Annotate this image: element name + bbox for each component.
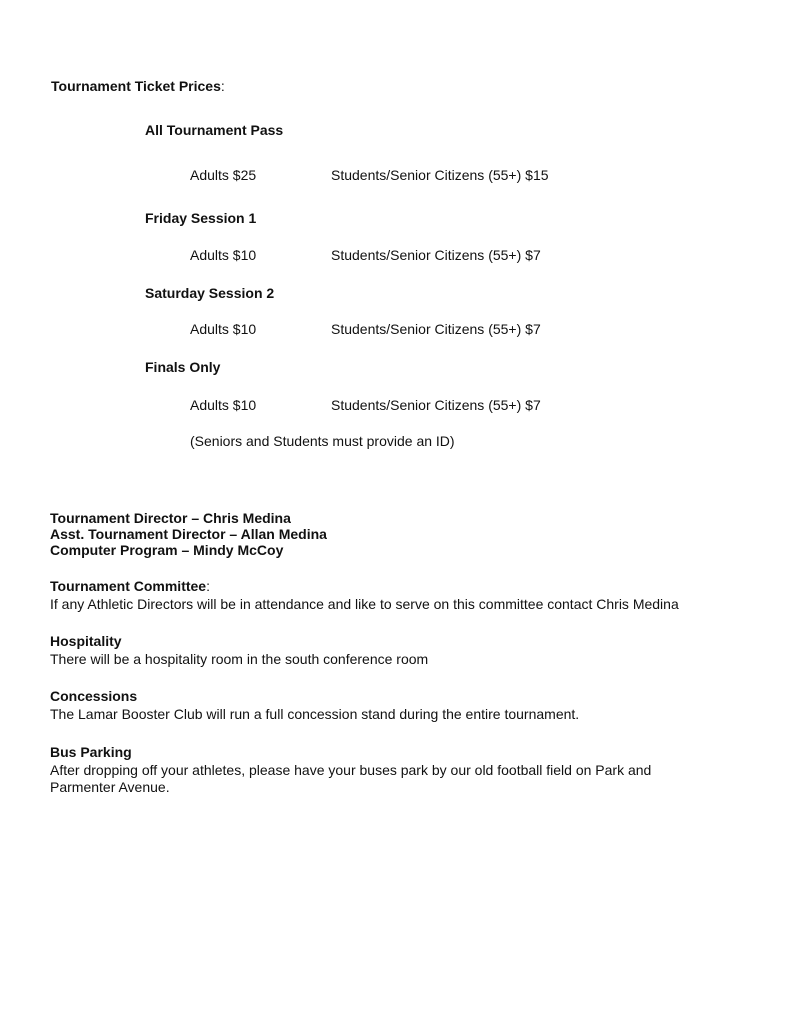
student-price: Students/Senior Citizens (55+) $7 (331, 247, 541, 263)
student-price: Students/Senior Citizens (55+) $15 (331, 167, 549, 183)
committee-colon: : (206, 578, 210, 594)
bus-parking-body-line1: After dropping off your athletes, please have your buses park by our old football field on Park and (50, 762, 652, 778)
bus-parking-heading: Bus Parking (50, 744, 132, 760)
committee-heading (50, 578, 210, 594)
session-name: Friday Session 1 (145, 210, 257, 226)
hospitality-body: There will be a hospitality room in the south conference room (50, 651, 429, 667)
committee-title: Tournament Committee (50, 578, 207, 594)
concessions-heading: Concessions (50, 688, 138, 704)
ticket-prices-heading (51, 78, 225, 94)
staff-director: Tournament Director – Chris Medina (50, 510, 291, 526)
student-price: Students/Senior Citizens (55+) $7 (331, 397, 541, 413)
session-name: All Tournament Pass (145, 122, 284, 138)
adult-price: Adults $10 (190, 321, 257, 337)
session-name: Finals Only (145, 359, 221, 375)
committee-body: If any Athletic Directors will be in attendance and like to serve on this committee contact Chris Medina (50, 596, 679, 612)
heading-colon: : (220, 78, 225, 94)
concessions-body: The Lamar Booster Club will run a full concession stand during the entire tournament. (50, 706, 580, 722)
staff-computer: Computer Program – Mindy McCoy (50, 542, 284, 558)
session-name: Saturday Session 2 (145, 285, 275, 301)
adult-price: Adults $25 (190, 167, 257, 183)
heading-text: Tournament Ticket Prices (51, 78, 221, 94)
staff-asst-director: Asst. Tournament Director – Allan Medina (50, 526, 327, 542)
id-note: (Seniors and Students must provide an ID) (190, 433, 455, 449)
bus-parking-body-line2: Parmenter Avenue. (50, 779, 170, 795)
hospitality-heading: Hospitality (50, 633, 122, 649)
adult-price: Adults $10 (190, 397, 257, 413)
adult-price: Adults $10 (190, 247, 257, 263)
student-price: Students/Senior Citizens (55+) $7 (331, 321, 541, 337)
